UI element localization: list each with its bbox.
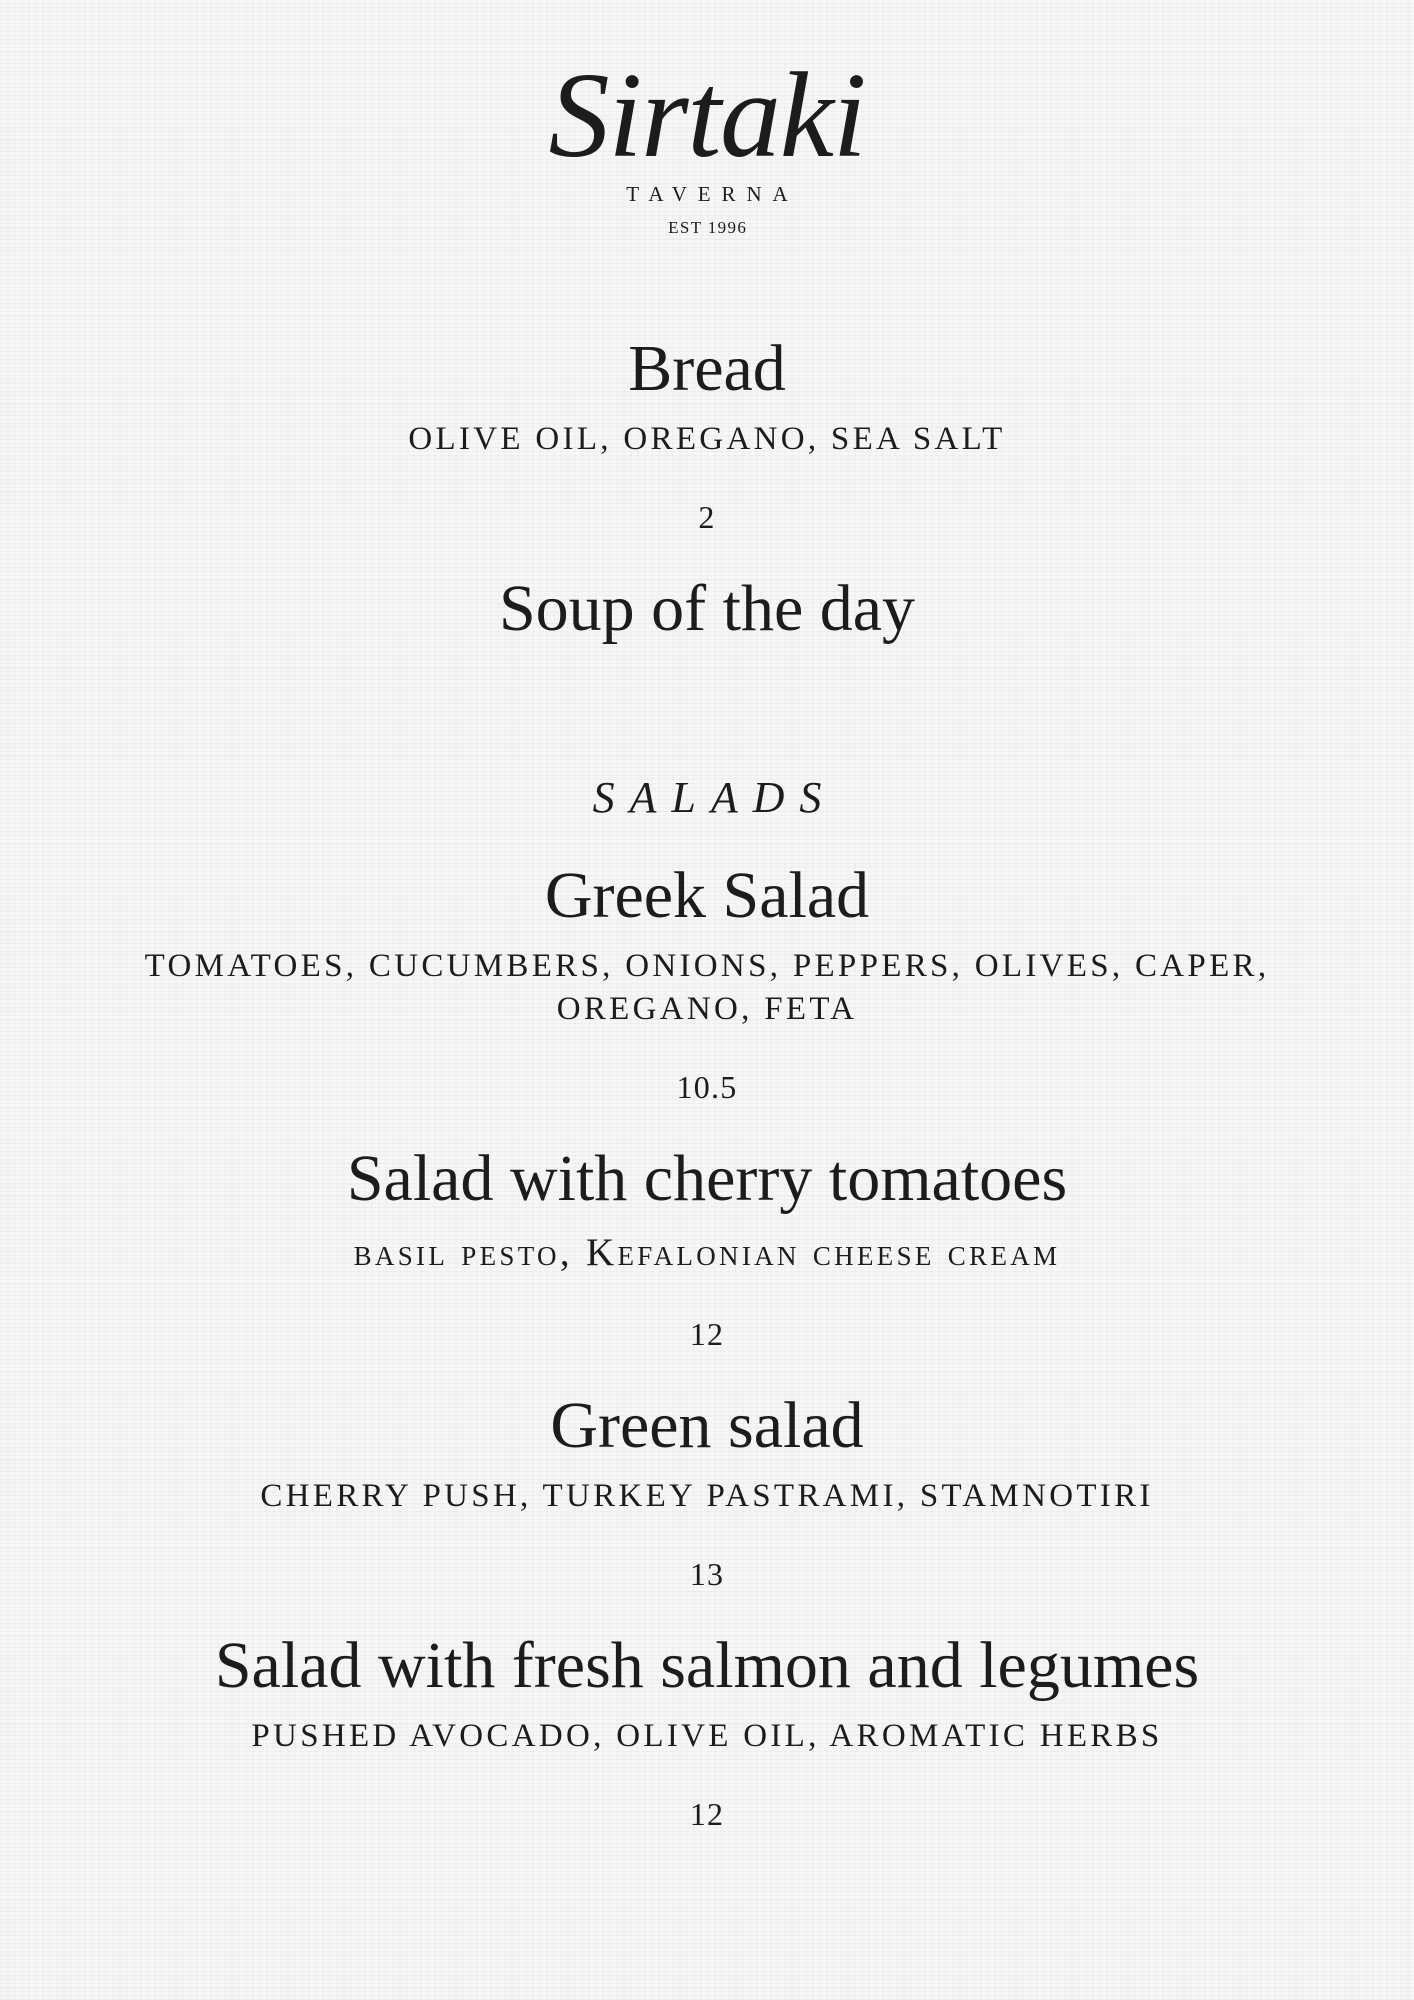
menu-item	[0, 1631, 1414, 1833]
item-price: 2	[698, 498, 716, 535]
item-price: 12	[689, 1795, 725, 1832]
menu-item	[0, 571, 1414, 645]
item-name: Salad with cherry tomatoes	[346, 1141, 1068, 1215]
menu-item	[0, 1391, 1414, 1593]
item-price: 10.5	[676, 1068, 738, 1105]
menu-item	[0, 858, 1414, 1106]
menu-body	[0, 334, 1414, 1833]
item-price: 12	[689, 1316, 725, 1353]
item-description: OLIVE OIL, OREGANO, SEA SALT	[408, 421, 1006, 458]
brand-established: EST 1996	[668, 218, 748, 238]
item-name: Bread	[628, 332, 786, 406]
item-name: Soup of the day	[498, 571, 916, 645]
menu-item	[0, 334, 1414, 536]
item-name: Salad with fresh salmon and legumes	[214, 1629, 1200, 1703]
section-items	[0, 334, 1414, 644]
item-description: TOMATOES, CUCUMBERS, ONIONS, PEPPERS, OLIVES, CAPER, OREGANO, FETA	[144, 947, 1270, 1027]
item-price: 13	[689, 1556, 725, 1593]
item-name: Green salad	[550, 1389, 864, 1463]
section-title: SALADS	[592, 772, 837, 822]
item-description: basil pesto, Kefalonian cheese cream	[353, 1230, 1061, 1274]
menu-item	[0, 1141, 1414, 1354]
brand-subtitle: TAVERNA	[626, 182, 799, 207]
item-description: CHERRY PUSH, TURKEY PASTRAMI, STAMNOTIRI	[260, 1478, 1154, 1515]
brand-header	[0, 48, 1414, 238]
menu-section	[0, 334, 1414, 644]
brand-logo-text: Sirtaki	[548, 48, 866, 183]
menu-section	[0, 772, 1414, 1833]
section-items	[0, 858, 1414, 1833]
item-name: Greek Salad	[544, 858, 870, 932]
item-description: PUSHED AVOCADO, OLIVE OIL, AROMATIC HERBS	[251, 1718, 1163, 1755]
